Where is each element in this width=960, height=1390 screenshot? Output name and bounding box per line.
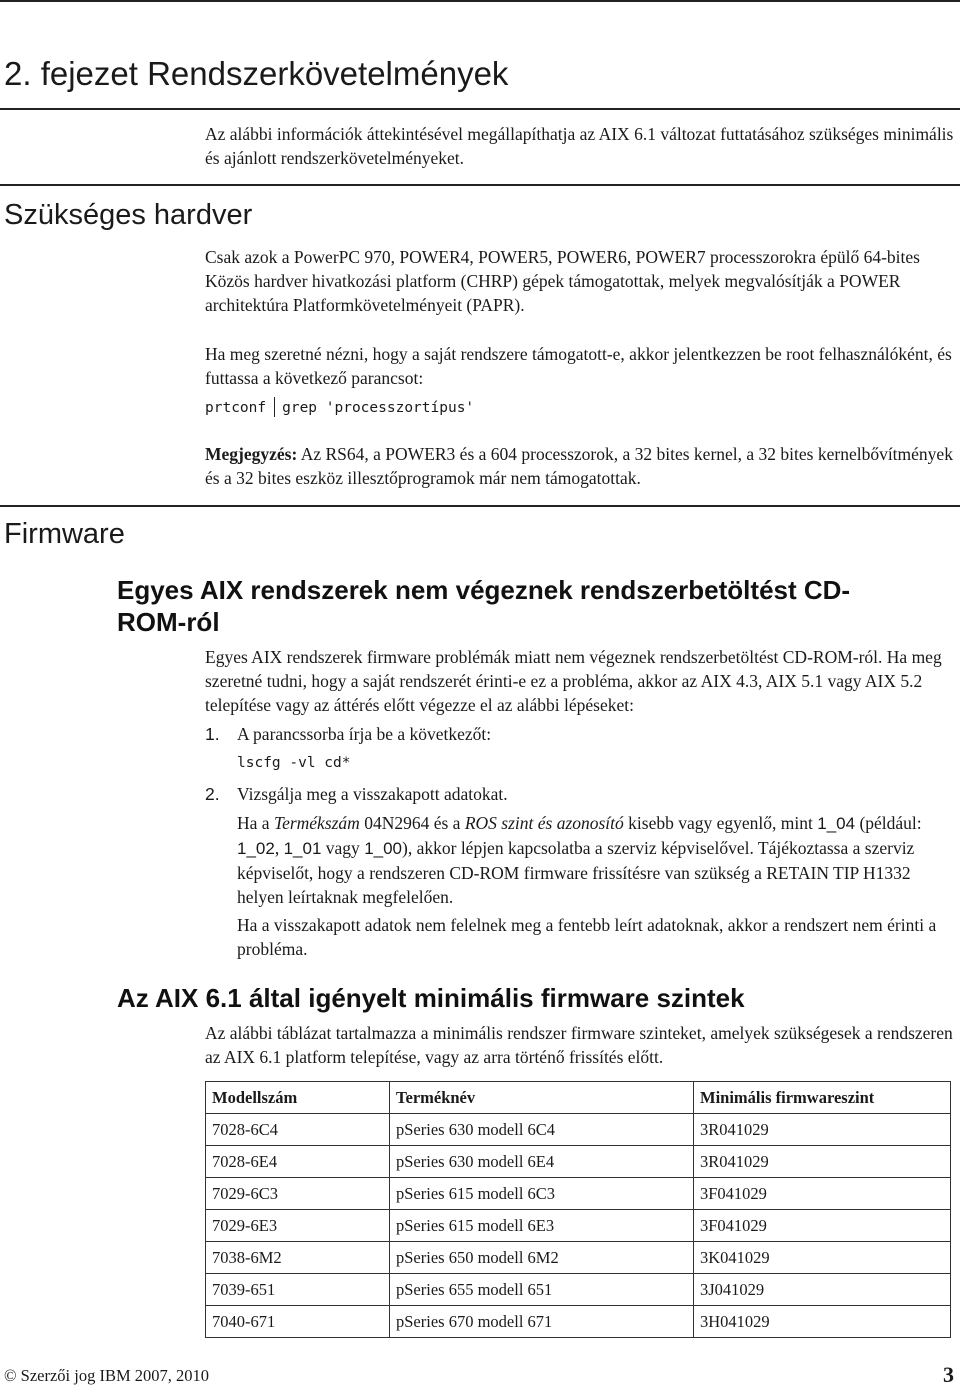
detail-italic-2: ROS szint és azonosító [464, 813, 624, 833]
table-header-row [206, 1082, 951, 1114]
firmware-rule [0, 505, 960, 507]
cell-model: 7029-6E3 [206, 1210, 390, 1242]
detail-text-7: ), akkor lépjen kapcsolatba a szerviz képviselővel. Tájékoztassa a szerviz képviselőt, hogy a rendszeren CD-ROM firmware frissítésre van szükség a RETAIN TIP H1332 helyen leírtaknak megfelelően. [237, 838, 915, 907]
cell-product: pSeries 670 modell 671 [390, 1306, 694, 1338]
note-paragraph [205, 442, 955, 490]
detail-text-4: (például: [855, 813, 922, 833]
cell-firmware: 3K041029 [694, 1242, 951, 1274]
cell-model: 7040-671 [206, 1306, 390, 1338]
step-2-text: Vizsgálja meg a visszakapott adatokat. [237, 784, 508, 804]
cell-model: 7038-6M2 [206, 1242, 390, 1274]
header-model: Modellszám [206, 1082, 390, 1114]
detail-value-2: 1_02 [237, 839, 275, 858]
cell-firmware: 3F041029 [694, 1178, 951, 1210]
step-1-number: 1. [205, 724, 220, 744]
cdrom-heading: Egyes AIX rendszerek nem végeznek rendszerbetöltést CD-ROM-ról [117, 575, 851, 637]
table-row [206, 1306, 951, 1338]
cdrom-paragraph: Egyes AIX rendszerek firmware problémák miatt nem végeznek rendszerbetöltést CD-ROM-ról. Ha meg szeretné tudni, hogy a saját rendszerét érinti-e ez a probléma, akkor az AIX 4.3, AIX 5.1 vagy AIX 5.2 telepítése vagy az áttérés előtt végezze el az alábbi lépéseket: [205, 647, 942, 715]
prtconf-command [205, 397, 474, 418]
table-row [206, 1242, 951, 1274]
chapter-title: 2. fejezet Rendszerkövetelmények [4, 55, 509, 92]
min-firmware-heading: Az AIX 6.1 által igényelt minimális firmware szintek [117, 983, 745, 1013]
detail-text-1: Ha a [237, 813, 274, 833]
cell-product: pSeries 630 modell 6E4 [390, 1146, 694, 1178]
cell-firmware: 3R041029 [694, 1146, 951, 1178]
cell-firmware: 3R041029 [694, 1114, 951, 1146]
firmware-table [205, 1081, 951, 1338]
min-firmware-paragraph: Az alábbi táblázat tartalmazza a minimális rendszer firmware szinteket, amelyek szükségesek a rendszeren az AIX 6.1 platform telepítése, vagy az arra történő frissítés előtt. [205, 1023, 953, 1067]
detail-value-4: 1_00 [364, 839, 403, 858]
cell-product: pSeries 615 modell 6C3 [390, 1178, 694, 1210]
pipe-separator [274, 397, 275, 417]
cell-model: 7028-6E4 [206, 1146, 390, 1178]
chapter-rule [0, 108, 960, 110]
hardware-rule [0, 184, 960, 186]
cell-product: pSeries 615 modell 6E3 [390, 1210, 694, 1242]
cell-model: 7039-651 [206, 1274, 390, 1306]
table-row [206, 1210, 951, 1242]
intro-paragraph: Az alábbi információk áttekintésével megállapíthatja az AIX 6.1 változat futtatásához szükséges minimális és ajánlott rendszerkövetelményeket. [205, 124, 954, 168]
detail-text-2: 04N2964 és a [359, 813, 465, 833]
detail-value-3: 1_01 [283, 839, 322, 858]
cell-firmware: 3H041029 [694, 1306, 951, 1338]
cell-model: 7029-6C3 [206, 1178, 390, 1210]
table-row [206, 1274, 951, 1306]
detail-paragraph-2: Ha a visszakapott adatok nem felelnek meg a fentebb leírt adatoknak, akkor a rendszert nem érinti a probléma. [237, 915, 937, 959]
cmd-left: prtconf [205, 400, 267, 416]
lscfg-command: lscfg -vl cd* [237, 755, 351, 771]
header-product: Terméknév [390, 1082, 694, 1114]
table-row [206, 1114, 951, 1146]
hardware-heading: Szükséges hardver [4, 199, 253, 231]
detail-text-5: , [274, 838, 284, 858]
cell-product: pSeries 655 modell 651 [390, 1274, 694, 1306]
copyright-notice: © Szerzői jog IBM 2007, 2010 [4, 1366, 210, 1385]
detail-italic-1: Termékszám [273, 813, 360, 833]
cmd-right: grep 'processzortípus' [282, 400, 475, 416]
detail-text-3: kisebb vagy egyenlő, mint [623, 813, 818, 833]
step-2-number: 2. [205, 784, 220, 804]
firmware-heading: Firmware [4, 518, 125, 550]
detail-paragraph [237, 811, 957, 909]
detail-text-6: vagy [321, 838, 365, 858]
step-1-text: A parancssorba írja be a következőt: [237, 724, 492, 744]
detail-value-1: 1_04 [817, 814, 856, 833]
hardware-paragraph: Csak azok a PowerPC 970, POWER4, POWER5, POWER6, POWER7 processzorokra épülő 64-bites Közös hardver hivatkozási platform (CHRP) gépek támogatottak, melyek megvalósítják a POWER architektúra Platformkövetelményeit (PAPR). [205, 247, 920, 315]
check-paragraph: Ha meg szeretné nézni, hogy a saját rendszere támogatott-e, akkor jelentkezzen be root felhasználóként, és futtassa a következő parancsot: [205, 344, 952, 388]
cell-firmware: 3J041029 [694, 1274, 951, 1306]
table-row [206, 1146, 951, 1178]
note-text: Az RS64, a POWER3 és a 604 processzorok, a 32 bites kernel, a 32 bites kernelbővítmények és a 32 bites eszköz illesztőprogramok már nem támogatottak. [205, 444, 953, 488]
cell-product: pSeries 630 modell 6C4 [390, 1114, 694, 1146]
note-label: Megjegyzés: [205, 444, 298, 464]
page-number: 3 [943, 1362, 954, 1387]
header-firmware: Minimális firmwareszint [694, 1082, 951, 1114]
cell-product: pSeries 650 modell 6M2 [390, 1242, 694, 1274]
table-row [206, 1178, 951, 1210]
cell-firmware: 3F041029 [694, 1210, 951, 1242]
cell-model: 7028-6C4 [206, 1114, 390, 1146]
top-rule [0, 0, 960, 2]
